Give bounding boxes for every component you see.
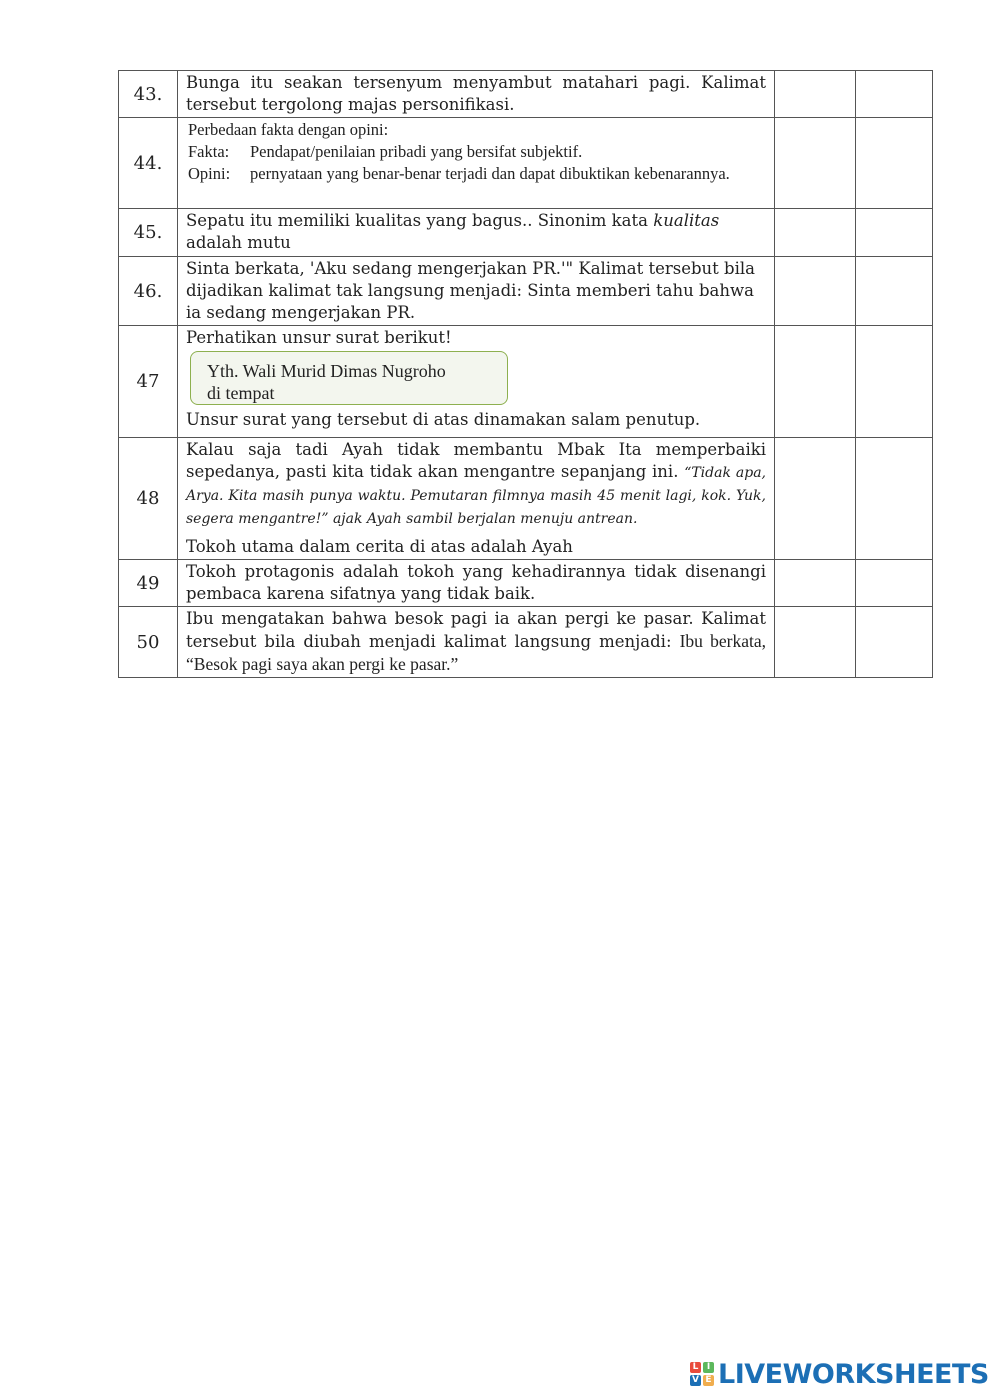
question-number: 47 xyxy=(119,326,178,438)
question-text xyxy=(178,209,775,257)
question-row-47 xyxy=(119,326,933,438)
answer-cell-false[interactable] xyxy=(856,326,933,438)
question-text xyxy=(178,607,775,678)
logo-letter: V xyxy=(690,1375,701,1386)
liveworksheets-logo[interactable] xyxy=(690,1358,989,1390)
letter-line: Yth. Wali Murid Dimas Nugroho xyxy=(207,361,446,381)
logo-letter: E xyxy=(703,1375,714,1386)
statement-part: adalah mutu xyxy=(186,233,291,252)
question-number: 44. xyxy=(119,118,178,209)
question-row-45 xyxy=(119,209,933,257)
question-text xyxy=(178,118,775,209)
opini-line xyxy=(188,163,766,185)
question-row-44 xyxy=(119,118,933,209)
question-number: 48 xyxy=(119,438,178,560)
answer-cell-false[interactable] xyxy=(856,71,933,118)
statement: Tokoh protagonis adalah tokoh yang kehadirannya tidak disenangi pembaca karena sifatnya yang tidak baik. xyxy=(186,562,766,603)
question-number: 46. xyxy=(119,257,178,326)
question-text xyxy=(178,257,775,326)
question-row-43 xyxy=(119,71,933,118)
question-number: 45. xyxy=(119,209,178,257)
answer-cell-true[interactable] xyxy=(775,71,856,118)
letter-line: di tempat xyxy=(207,383,275,403)
question-number: 43. xyxy=(119,71,178,118)
question-number: 49 xyxy=(119,560,178,607)
statement-part: Sepatu itu memiliki kualitas yang bagus.. Sinonim kata xyxy=(186,211,654,230)
story-quote: “Tidak apa, Arya. Kita masih punya waktu. Pemutaran filmnya masih 45 menit lagi, kok. Yuk, segera mengantre!” ajak Ayah sambil berjalan menuju antrean. xyxy=(186,465,766,527)
story xyxy=(186,439,766,530)
story-text: Kalau saja tadi Ayah tidak membantu Mbak Ita memperbaiki sepedanya, pasti kita tidak akan mengantre sepanjang ini. xyxy=(186,440,766,481)
answer-cell-false[interactable] xyxy=(856,209,933,257)
question-row-48 xyxy=(119,438,933,560)
fakta-line xyxy=(188,141,766,163)
quiz-table xyxy=(118,70,933,678)
logo-text: LIVEWORKSHEETS xyxy=(718,1358,989,1390)
answer-cell-true[interactable] xyxy=(775,118,856,209)
opini-label: Opini: xyxy=(188,164,231,183)
italic-word: kualitas xyxy=(653,211,720,230)
answer-cell-false[interactable] xyxy=(856,560,933,607)
answer-cell-false[interactable] xyxy=(856,607,933,678)
fakta-text: Pendapat/penilaian pribadi yang bersifat subjektif. xyxy=(250,142,583,161)
direct-speech: Ibu berkata, “Besok pagi saya akan pergi ke pasar.” xyxy=(186,631,766,674)
statement: Bunga itu seakan tersenyum menyambut matahari pagi. Kalimat tersebut tergolong majas personifikasi. xyxy=(186,73,766,114)
letter-box xyxy=(190,351,508,405)
opini-text: pernyataan yang benar-benar terjadi dan dapat dibuktikan kebenarannya. xyxy=(250,164,730,183)
question-row-46 xyxy=(119,257,933,326)
logo-letter: L xyxy=(690,1362,701,1373)
logo-mark-icon xyxy=(690,1362,714,1386)
answer-cell-true[interactable] xyxy=(775,607,856,678)
logo-letter: I xyxy=(703,1362,714,1373)
question-row-50 xyxy=(119,607,933,678)
heading: Perbedaan fakta dengan opini: xyxy=(188,120,389,139)
statement: Unsur surat yang tersebut di atas dinamakan salam penutup. xyxy=(186,410,701,429)
statement: Sinta berkata, 'Aku sedang mengerjakan PR.'" Kalimat tersebut bila dijadikan kalimat tak langsung menjadi: Sinta memberi tahu bahwa ia sedang mengerjakan PR. xyxy=(186,259,755,322)
answer-cell-true[interactable] xyxy=(775,560,856,607)
statement-part: Ibu mengatakan bahwa besok pagi ia akan pergi ke pasar. Kalimat tersebut bila diubah menjadi kalimat langsung menjadi: xyxy=(186,609,766,651)
answer-cell-false[interactable] xyxy=(856,257,933,326)
question-text xyxy=(178,326,775,438)
answer-cell-false[interactable] xyxy=(856,438,933,560)
intro: Perhatikan unsur surat berikut! xyxy=(186,328,452,347)
question-row-49 xyxy=(119,560,933,607)
answer-cell-false[interactable] xyxy=(856,118,933,209)
question-text xyxy=(178,71,775,118)
answer-cell-true[interactable] xyxy=(775,326,856,438)
question-text xyxy=(178,438,775,560)
answer-cell-true[interactable] xyxy=(775,209,856,257)
question-text xyxy=(178,560,775,607)
statement: Tokoh utama dalam cerita di atas adalah Ayah xyxy=(186,537,573,556)
answer-cell-true[interactable] xyxy=(775,438,856,560)
question-number: 50 xyxy=(119,607,178,678)
fakta-label: Fakta: xyxy=(188,142,230,161)
answer-cell-true[interactable] xyxy=(775,257,856,326)
